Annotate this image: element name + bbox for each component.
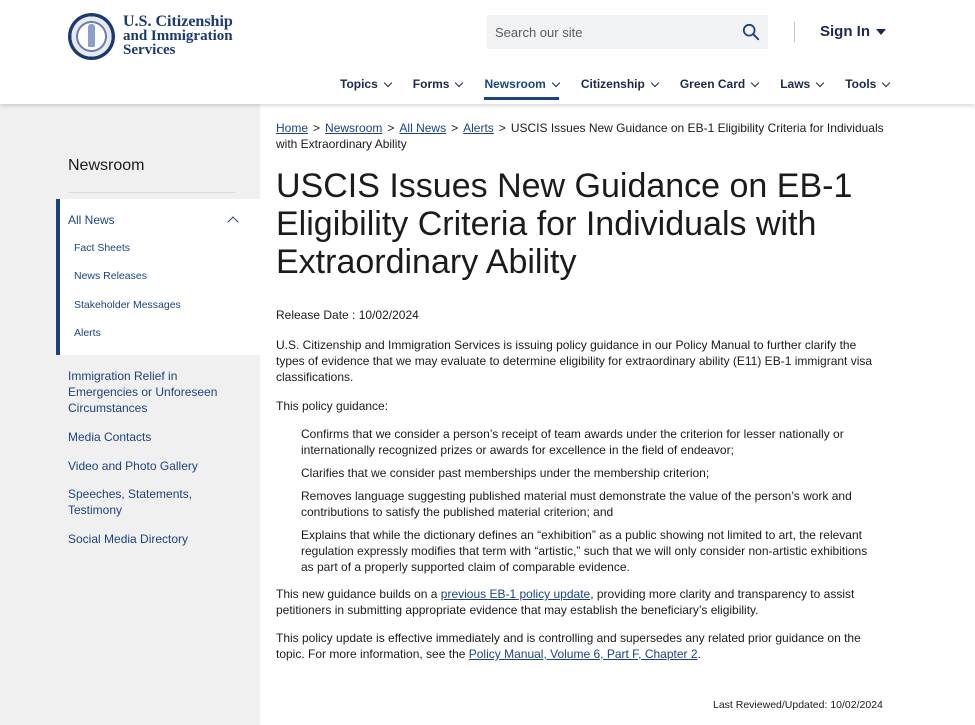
nav-label: Topics bbox=[340, 77, 378, 91]
sidebar-item-video-photo-gallery[interactable]: Video and Photo Gallery bbox=[68, 459, 198, 473]
nav-label: Newsroom bbox=[484, 77, 546, 91]
logo-line-1: U.S. Citizenship bbox=[123, 13, 233, 30]
logo-line-3: Services bbox=[123, 42, 176, 58]
builds-text-pre: This new guidance builds on a bbox=[276, 587, 441, 601]
uscis-logo[interactable] bbox=[68, 12, 238, 60]
sign-in-label: Sign In bbox=[820, 23, 870, 40]
guidance-lead: This policy guidance: bbox=[276, 399, 389, 413]
breadcrumb-separator: > bbox=[313, 121, 321, 135]
sidebar-item-all-news[interactable]: All News bbox=[68, 213, 115, 227]
builds-paragraph bbox=[276, 586, 881, 618]
nav-tools[interactable] bbox=[845, 76, 889, 92]
page-title: USCIS Issues New Guidance on EB-1 Eligibility Criteria for Individuals with Extraordinary Ability bbox=[276, 167, 853, 281]
nav-label: Tools bbox=[845, 77, 877, 91]
dhs-seal-icon bbox=[68, 13, 115, 60]
list-item: Confirms that we consider a person’s receipt of team awards under the criterion for lesser nationally or internationally recognized prizes or awards for excellence in the field of endeavor; bbox=[301, 427, 844, 457]
sidebar-item-alerts[interactable]: Alerts bbox=[74, 327, 101, 339]
effective-text-pre: This policy update is effective immediately and is controlling and supersedes any related prior guidance on the topic. For more information, see the bbox=[276, 631, 861, 661]
breadcrumb-separator: > bbox=[451, 121, 459, 135]
builds-text-post: , providing more clarity and transparency to assist petitioners in submitting appropriate evidence that may establish the beneficiary’s eligibility. bbox=[276, 587, 855, 617]
list-item: Removes language suggesting published material must demonstrate the value of the person’s work and contributions to satisfy the published material criterion; and bbox=[301, 489, 852, 519]
sidebar-item-social-media-directory[interactable]: Social Media Directory bbox=[68, 532, 189, 546]
chevron-down-icon bbox=[751, 78, 759, 86]
guidance-list bbox=[301, 426, 881, 582]
nav-label: Laws bbox=[780, 77, 811, 91]
release-date-label: Release Date : bbox=[276, 308, 356, 322]
sidebar-divider bbox=[68, 192, 236, 193]
nav-citizenship[interactable] bbox=[581, 76, 658, 92]
chevron-up-icon[interactable] bbox=[227, 216, 238, 227]
previous-policy-update-link[interactable]: previous EB-1 policy update bbox=[440, 587, 591, 601]
release-date-value: 10/02/2024 bbox=[358, 308, 419, 322]
main-nav bbox=[340, 76, 911, 92]
list-item: Explains that while the dictionary defines an “exhibition” as a public showing not limited to art, the relevant regulation expressly modifies that term with “artistic,” such that we will only consider non-artistic exhibitions as part of a properly supported claim of comparable evidence. bbox=[301, 528, 868, 574]
site-header bbox=[0, 0, 975, 104]
chevron-down-icon bbox=[455, 78, 463, 86]
search-icon[interactable] bbox=[742, 23, 760, 41]
logo-line-2: and Immigration bbox=[123, 28, 233, 44]
nav-green-card[interactable] bbox=[680, 76, 758, 92]
chevron-down-icon bbox=[816, 78, 824, 86]
nav-newsroom[interactable] bbox=[484, 76, 558, 92]
nav-topics[interactable] bbox=[340, 76, 391, 92]
chevron-down-icon bbox=[651, 78, 659, 86]
effective-paragraph bbox=[276, 630, 881, 662]
release-date bbox=[276, 308, 419, 322]
sidebar-all-news-group bbox=[56, 199, 260, 355]
last-reviewed-date: 10/02/2024 bbox=[830, 699, 883, 711]
header-divider bbox=[794, 22, 795, 42]
chevron-down-icon bbox=[882, 78, 890, 86]
sidebar-item-fact-sheets[interactable]: Fact Sheets bbox=[74, 242, 131, 254]
chevron-down-icon bbox=[384, 78, 392, 86]
sidebar-item-stakeholder-messages[interactable]: Stakeholder Messages bbox=[74, 299, 181, 311]
breadcrumb-newsroom[interactable]: Newsroom bbox=[325, 121, 383, 135]
search-input[interactable] bbox=[495, 25, 735, 40]
sidebar-item-speeches[interactable]: Speeches, Statements, Testimony bbox=[68, 487, 193, 517]
list-item: Clarifies that we consider past memberships under the membership criterion; bbox=[301, 466, 710, 480]
sidebar bbox=[0, 104, 260, 725]
breadcrumb-separator: > bbox=[498, 121, 506, 135]
nav-forms[interactable] bbox=[413, 76, 463, 92]
sidebar-item-media-contacts[interactable]: Media Contacts bbox=[68, 430, 152, 444]
search-box bbox=[487, 15, 768, 49]
breadcrumb-separator: > bbox=[387, 121, 395, 135]
breadcrumb-alerts[interactable]: Alerts bbox=[463, 121, 494, 135]
breadcrumb-home[interactable]: Home bbox=[276, 121, 309, 135]
nav-label: Citizenship bbox=[580, 77, 645, 91]
sign-in-button[interactable] bbox=[820, 23, 886, 40]
breadcrumb-all-news[interactable]: All News bbox=[399, 121, 447, 135]
sidebar-title: Newsroom bbox=[68, 157, 145, 174]
caret-down-icon bbox=[876, 29, 886, 35]
nav-label: Forms bbox=[412, 77, 450, 91]
sidebar-item-news-releases[interactable]: News Releases bbox=[74, 270, 147, 282]
nav-laws[interactable] bbox=[780, 76, 823, 92]
last-reviewed bbox=[713, 699, 883, 711]
last-reviewed-label: Last Reviewed/Updated: bbox=[713, 699, 828, 711]
sidebar-item-immigration-relief[interactable]: Immigration Relief in Emergencies or Unforeseen Circumstances bbox=[68, 369, 218, 415]
breadcrumb bbox=[276, 120, 886, 152]
logo-wordmark bbox=[123, 15, 233, 57]
policy-manual-link[interactable]: Policy Manual, Volume 6, Part F, Chapter 2 bbox=[468, 647, 698, 661]
nav-label: Green Card bbox=[679, 77, 746, 91]
chevron-down-icon bbox=[552, 78, 560, 86]
breadcrumb-current: USCIS Issues New Guidance on EB-1 Eligibility Criteria for Individuals with Extraordinary Ability bbox=[276, 121, 884, 151]
intro-paragraph: U.S. Citizenship and Immigration Services is issuing policy guidance in our Policy Manual to further clarify the types of evidence that we may evaluate to determine eligibility for extraordinary ability (E11) EB-1 immigrant visa classifications. bbox=[276, 338, 873, 384]
effective-text-post: . bbox=[697, 647, 701, 661]
